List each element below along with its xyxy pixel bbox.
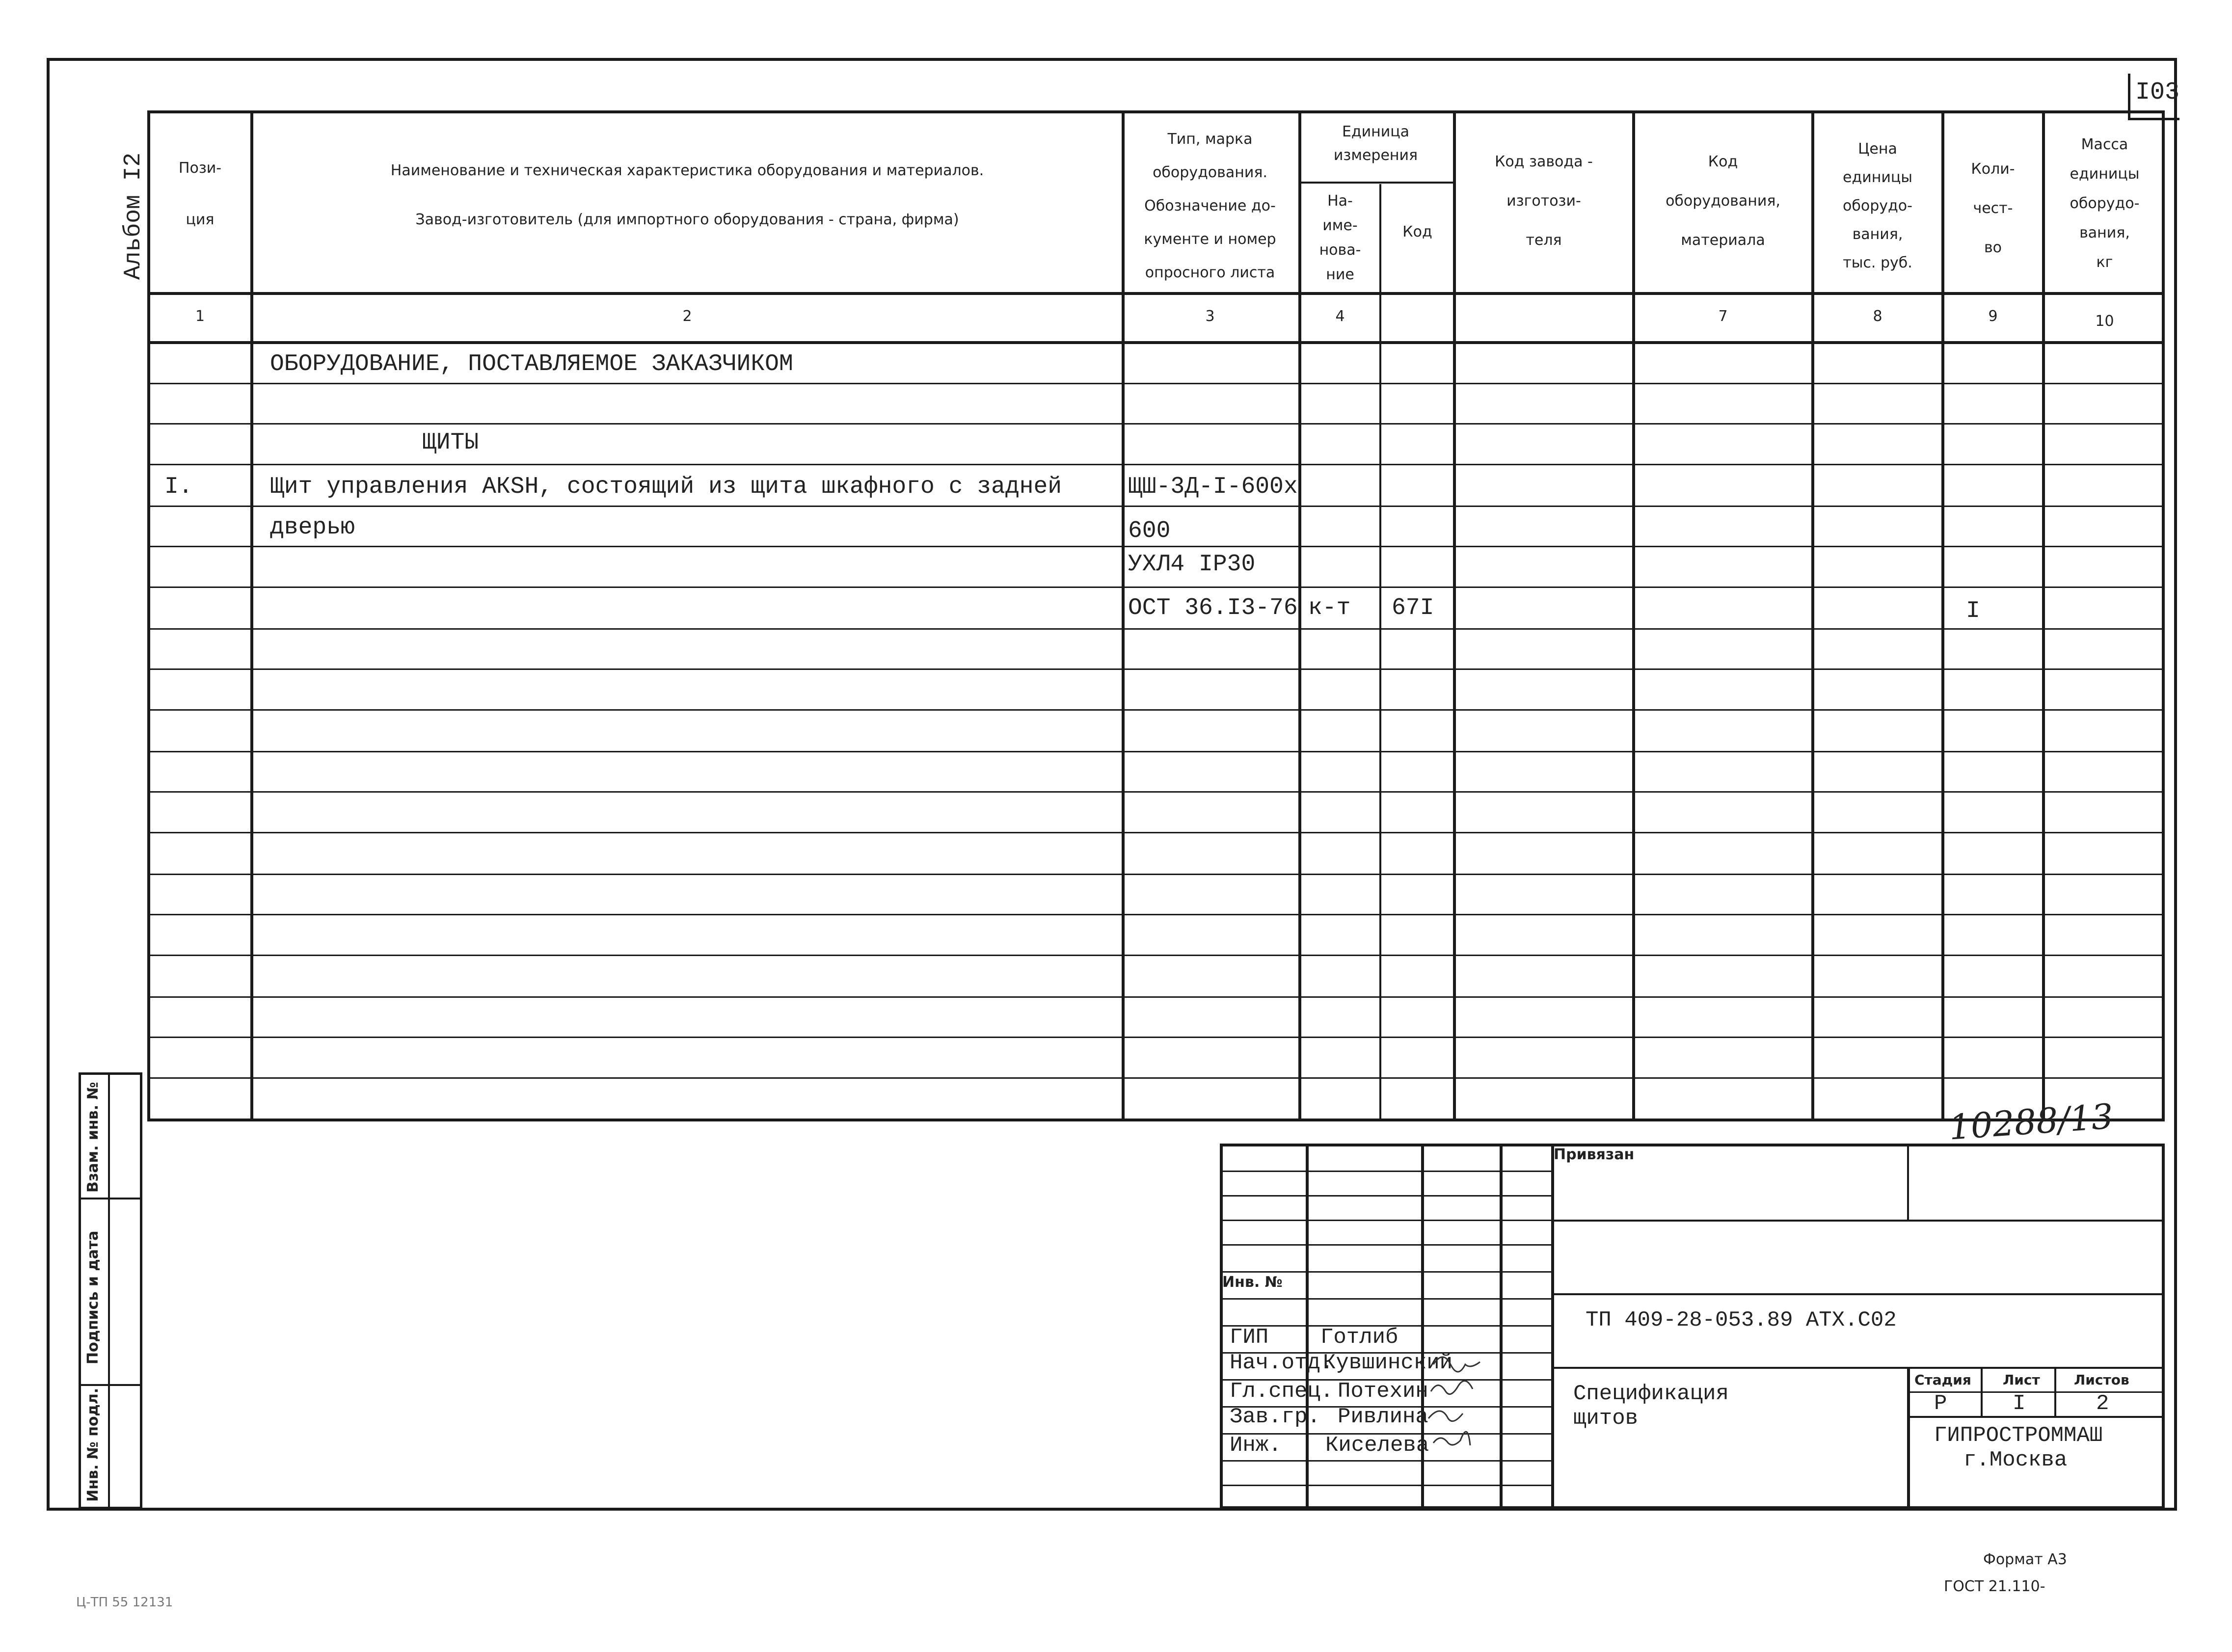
signatory-name: Готлиб (1320, 1325, 1398, 1350)
row-line (147, 874, 2165, 875)
header-unit-name: На- име- нова- ние (1319, 192, 1361, 283)
signatory-role: Инж. (1230, 1433, 1282, 1458)
side-label-vzam: Взам. инв. № (84, 1082, 102, 1193)
tb-line (1907, 1144, 1909, 1220)
page-number: I03 (2135, 79, 2180, 107)
document-title-line1: Спецификация (1573, 1382, 1729, 1406)
row-line (147, 955, 2165, 956)
signature-marks (1424, 1345, 1551, 1463)
row-line (147, 423, 2165, 425)
col-number: 9 (1988, 308, 1998, 325)
header-name-line2: Завод-изготовитель (для импортного оборудования - страна, фирма) (415, 211, 959, 228)
row-line (147, 464, 2165, 465)
header-unit-group: Единица измерения (1333, 123, 1418, 164)
tb-line (1220, 1220, 1551, 1221)
tb-line (1220, 1171, 1551, 1172)
side-divider (108, 1072, 110, 1509)
document-code: ТП 409-28-053.89 АТХ.С02 (1586, 1308, 1897, 1332)
side-label-podpis: Подпись и дата (84, 1230, 102, 1364)
privyazan-label: Привязан (1554, 1146, 1635, 1163)
row-line (147, 383, 2165, 384)
row-line (147, 791, 2165, 793)
row-type: 600 (1128, 518, 1171, 544)
col-number: 3 (1205, 308, 1215, 325)
row-name: дверью (270, 514, 355, 541)
row-line (147, 586, 2165, 588)
row-type: ОСТ 36.I3-76 (1128, 595, 1298, 621)
stage-value: Р (1934, 1391, 1947, 1416)
col-number: 1 (195, 308, 205, 325)
side-divider (79, 1384, 142, 1386)
inv-no-label: Инв. № (1222, 1274, 1283, 1291)
sheets-label: Листов (2074, 1372, 2129, 1388)
album-label: Альбом I2 (120, 152, 147, 280)
signatory-name: Киселева (1325, 1433, 1429, 1458)
header-line (147, 292, 2165, 295)
header-equipment-code: Код оборудования, материала (1666, 153, 1780, 249)
col-line (1632, 110, 1635, 1121)
signatory-role: Гл.спец. (1230, 1379, 1334, 1404)
header-unit-code: Код (1402, 223, 1432, 240)
col-number: 10 (2095, 313, 2114, 330)
row-line (147, 751, 2165, 752)
header-position: Пози- ция (178, 160, 222, 228)
organization-line1: ГИПРОСТРОММАШ (1934, 1423, 2103, 1448)
header-price: Цена единицы оборудо- вания, тыс. руб. (1843, 140, 1912, 271)
signatory-role: Нач.отд. (1230, 1351, 1334, 1375)
side-divider (79, 1198, 142, 1199)
col-number: 2 (682, 308, 692, 325)
col-number: 4 (1335, 308, 1345, 325)
sheet-label: Лист (2003, 1372, 2040, 1388)
side-label-inv-podl: Инв. № подл. (84, 1387, 102, 1502)
row-quantity: I (1966, 598, 1980, 624)
header-line (147, 341, 2165, 344)
footer-code: Ц-ТП 55 12131 (76, 1595, 173, 1610)
row-line (147, 709, 2165, 711)
row-type: ЩШ-3Д-I-600х (1128, 474, 1298, 500)
header-quantity: Коли- чест- во (1971, 160, 2015, 256)
signatory-role: ГИП (1230, 1325, 1269, 1350)
signatory-name: Потехин (1338, 1379, 1428, 1404)
document-title-line2: щитов (1573, 1406, 1639, 1431)
signatory-name: Кувшинский (1323, 1351, 1453, 1375)
sheets-value: 2 (2096, 1391, 2109, 1416)
tb-line (1551, 1220, 2165, 1222)
signatory-role: Зав.гр. (1230, 1405, 1320, 1429)
tb-line (1907, 1367, 1910, 1509)
tb-line (1551, 1367, 2165, 1369)
col-line (250, 110, 253, 1121)
tb-line (1220, 1244, 1551, 1246)
tb-line (1551, 1293, 2165, 1295)
row-unit: к-т (1308, 595, 1351, 621)
row-name: Щит управления АКSН, состоящий из щита шкафного с задней (270, 474, 1062, 500)
header-factory-code: Код завода - изготози- теля (1495, 153, 1593, 249)
row-type: УХЛ4 IР30 (1128, 551, 1256, 578)
handwritten-number: 10288/13 (1947, 1096, 2115, 1148)
col-number: 7 (1718, 308, 1728, 325)
organization-line2: г.Москва (1963, 1448, 2068, 1472)
tb-line (1551, 1144, 1554, 1509)
header-mass: Масса единицы оборудо- вания, кг (2070, 136, 2140, 271)
col-line (1379, 184, 1381, 1121)
tb-line (1220, 1298, 1551, 1300)
sheet-value: I (2013, 1391, 2026, 1416)
section-title: ОБОРУДОВАНИЕ, ПОСТАВЛЯЕМОЕ ЗАКАЗЧИКОМ (270, 351, 793, 377)
signatory-name: Ривлина (1338, 1405, 1428, 1429)
row-line (147, 628, 2165, 630)
stage-label: Стадия (1914, 1372, 1971, 1388)
row-line (147, 832, 2165, 833)
row-line (147, 546, 2165, 547)
row-line (147, 668, 2165, 670)
tb-line (1220, 1195, 1551, 1197)
row-line (147, 1037, 2165, 1038)
header-line (1298, 182, 1453, 184)
tb-line (1220, 1271, 1551, 1273)
col-number: 8 (1873, 308, 1882, 325)
header-name-line1: Наименование и техническая характеристика оборудования и материалов. (390, 162, 984, 179)
row-position: I. (164, 474, 193, 500)
row-line (147, 1077, 2165, 1079)
header-type: Тип, марка оборудования. Обозначение до- кументе и номер опросного листа (1144, 131, 1276, 281)
format-label: Формат А3 (1983, 1551, 2067, 1568)
row-line (147, 996, 2165, 998)
tb-line (1907, 1416, 2165, 1418)
tb-line (1220, 1485, 1551, 1486)
gost-label: ГОСТ 21.110- (1944, 1578, 2045, 1595)
row-line (147, 506, 2165, 507)
subsection-title: ЩИТЫ (422, 429, 479, 456)
col-line (1453, 110, 1456, 1121)
row-line (147, 914, 2165, 915)
row-unit-code: 67I (1392, 595, 1434, 621)
